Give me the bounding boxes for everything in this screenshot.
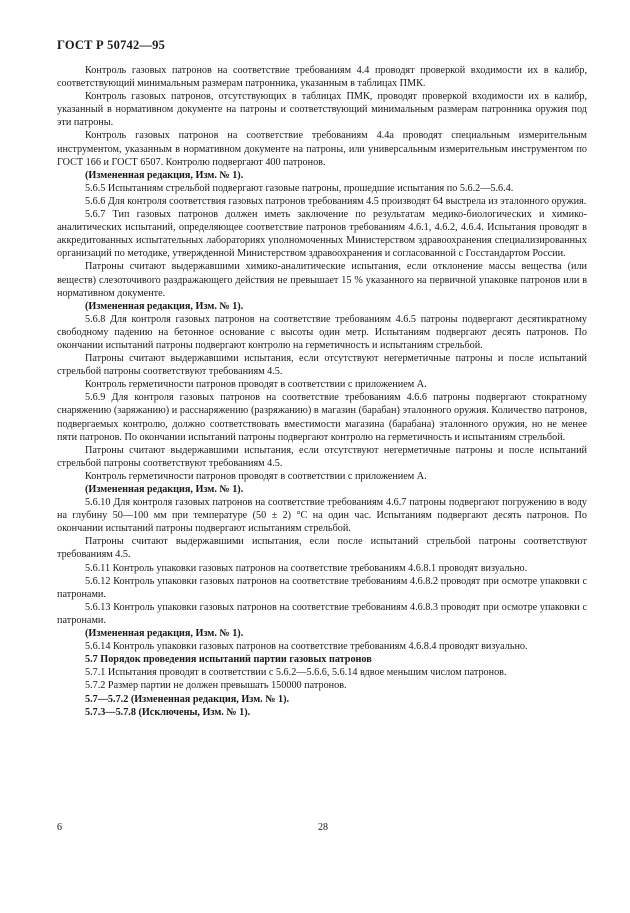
paragraph: Контроль герметичности патронов проводят в соответствии с приложением А.: [85, 379, 427, 391]
paragraph: Контроль газовых патронов, отсутствующих в таблицах ПМК, проводят проверкой входимости их в калибр, указанный в нормативном документе на патроны и соответствующий минимальным размерам патронника оружия под эти патроны.: [57, 91, 587, 129]
paragraph: Патроны считают выдержавшими химико-аналитические испытания, если отклонение массы вещества (или веществ) слезоточивого раздражающего действия не превышает 15 % указанного на первичной упаковке патронов или в нормативном документе.: [57, 261, 587, 299]
paragraph: Патроны считают выдержавшими испытания, если отсутствуют негерметичные патроны и после испытаний стрельбой патроны соответствуют требованиям 4.5.: [57, 353, 587, 378]
edition-note: 5.7—5.7.2 (Измененная редакция, Изм. № 1).: [85, 693, 290, 705]
paragraph: Контроль газовых патронов на соответствие требованиям 4.4 проводят проверкой входимости их в калибр, соответствующий минимальным размерам патронника, указанным в таблицах ПМК.: [57, 65, 587, 90]
paragraph: 5.6.12 Контроль упаковки газовых патронов на соответствие требованиям 4.6.8.2 проводят при осмотре упаковки с патронами.: [57, 575, 587, 600]
paragraph: 5.6.10 Для контроля газовых патронов на соответствие требованиям 4.6.7 патроны подвергают погружению в воду на глубину 50—100 мм при температуре (50 ± 2) °С на один час. Испытаниям подвергают десять патронов. По окончании испытаний патроны подвергают испытаниям стрельбой.: [57, 497, 587, 535]
paragraph: 5.7.1 Испытания проводят в соответствии с 5.6.2—5.6.6, 5.6.14 вдвое меньшим числом патронов.: [85, 667, 507, 679]
edition-note: 5.7.3—5.7.8 (Исключены, Изм. № 1).: [85, 706, 251, 718]
paragraph: Патроны считают выдержавшими испытания, если после испытаний стрельбой патроны соответствуют требованиям 4.5.: [57, 536, 587, 561]
edition-note: (Измененная редакция, Изм. № 1).: [85, 484, 244, 495]
paragraph: Контроль газовых патронов на соответствие требованиям 4.4а проводят специальным измерительным инструментом, указанным в нормативном документе на патроны, или универсальным измерительным инструментом по ГОСТ 166 и ГОСТ 6507. Контролю подвергают 400 патронов.: [57, 130, 587, 168]
paragraph: 5.6.7 Тип газовых патронов должен иметь заключение по результатам медико-биологических и химико-аналитических испытаний, определяющее соответствие патронов требованиям 4.6.1, 4.6.2, 4.6.4. Испытания проводят в аккредитованных испытательных лабораториях уполномоченных Министерством здравоохранения специализированных организаций по методике, утвержденной Министерством здравоохранения и согласованной с Госстандартом России.: [57, 209, 587, 260]
paragraph: 5.6.9 Для контроля газовых патронов на соответствие требованиям 4.6.6 патроны подвергают стократному снаряжению (заряжанию) и расснаряжению (разряжанию) в магазин (барабан) эталонного оружия. Количество патронов, подвергаемых контролю, должно соответствовать вместимости магазина (барабана) эталонного оружия, но не менее пяти патронов. По окончании испытаний патроны подвергают контролю на герметичность и испытаниям стрельбой.: [57, 392, 587, 443]
edition-note: (Измененная редакция, Изм. № 1).: [85, 300, 244, 312]
paragraph: Контроль герметичности патронов проводят в соответствии с приложением А.: [85, 470, 427, 482]
page-number-center: 28: [318, 822, 328, 833]
paragraph: 5.6.6 Для контроля соответствия газовых патронов требованиям 4.5 производят 64 выстрела из эталонного оружия.: [85, 195, 587, 207]
paragraph: 5.6.11 Контроль упаковки газовых патронов на соответствие требованиям 4.6.8.1 проводят визуально.: [85, 562, 528, 574]
document-header: ГОСТ Р 50742—95: [57, 38, 166, 52]
paragraph: 5.6.5 Испытаниям стрельбой подвергают газовые патроны, прошедшие испытания по 5.6.2—5.6.4.: [85, 182, 514, 194]
paragraph: 5.6.13 Контроль упаковки газовых патронов на соответствие требованиям 4.6.8.3 проводят при осмотре упаковки с патронами.: [57, 601, 587, 626]
page-number-left: 6: [57, 822, 62, 833]
document-body: [57, 64, 587, 719]
edition-note: (Измененная редакция, Изм. № 1).: [85, 628, 244, 640]
paragraph: 5.6.8 Для контроля газовых патронов на соответствие требованиям 4.6.5 патроны подвергают десятикратному свободному падению на бетонное основание с высоты один метр. Испытаниям подвергают десять патронов. По окончании испытаний патроны подвергают контролю на герметичность и испытаниям стрельбой.: [57, 313, 587, 351]
section-heading: 5.7 Порядок проведения испытаний партии газовых патронов: [85, 654, 372, 666]
edition-note: (Измененная редакция, Изм. № 1).: [85, 169, 244, 181]
paragraph: 5.6.14 Контроль упаковки газовых патронов на соответствие требованиям 4.6.8.4 проводят визуально.: [85, 641, 528, 653]
paragraph: 5.7.2 Размер партии не должен превышать 150000 патронов.: [85, 680, 347, 692]
paragraph: Патроны считают выдержавшими испытания, если отсутствуют негерметичные патроны и после испытаний стрельбой патроны соответствуют требованиям 4.5.: [57, 444, 587, 469]
